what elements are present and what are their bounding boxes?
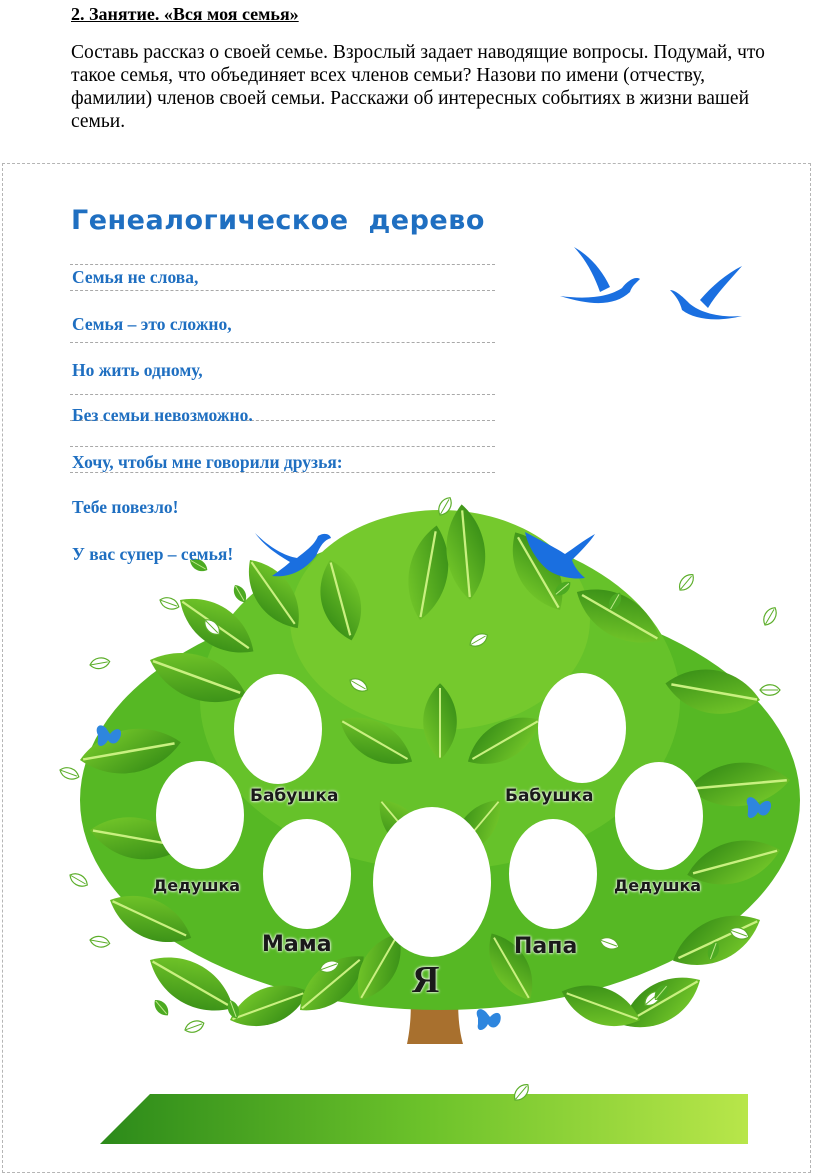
butterfly-icon <box>477 1009 501 1030</box>
lesson-heading: 2. Занятие. «Вся моя семья» <box>71 4 299 24</box>
label-grandma-left: Бабушка <box>250 786 339 806</box>
tree-title: Генеалогическое дерево <box>71 205 485 236</box>
photo-mom <box>263 819 351 929</box>
poem-line: Семья – это сложно, <box>72 314 232 334</box>
label-grandpa-left: Дедушка <box>153 876 241 895</box>
photo-grandma-left <box>234 674 322 784</box>
photo-grandma-right <box>538 673 626 783</box>
poem-line: У вас супер – семья! <box>72 544 234 564</box>
label-mom: Мама <box>262 932 332 957</box>
label-grandpa-right: Дедушка <box>614 876 702 895</box>
poem-line: Тебе повезло! <box>72 497 179 517</box>
label-grandma-right: Бабушка <box>505 786 594 806</box>
bird-icon <box>670 266 742 319</box>
poem-line: Но жить одному, <box>72 360 203 380</box>
grass-ground <box>100 1094 748 1144</box>
photo-dad <box>509 819 597 929</box>
photo-me <box>373 807 491 957</box>
poem-line: Семья не слова, <box>72 267 199 287</box>
photo-grandpa-right <box>615 762 703 870</box>
poem-line: Хочу, чтобы мне говорили друзья: <box>72 452 343 472</box>
photo-grandpa-left <box>156 761 244 869</box>
bird-icon <box>560 247 640 303</box>
label-me: Я <box>412 959 440 1001</box>
label-dad: Папа <box>514 934 578 959</box>
poem-line: Без семьи невозможно. <box>72 405 253 425</box>
task-text: Составь рассказ о своей семье. Взрослый задает наводящие вопросы. Подумай, что такое семья, что объединяет всех членов семьи? Назови по имени (отчеству, фамилии) членов своей семьи. Расскажи об интересных событиях в жизни вашей семьи. <box>71 42 765 132</box>
